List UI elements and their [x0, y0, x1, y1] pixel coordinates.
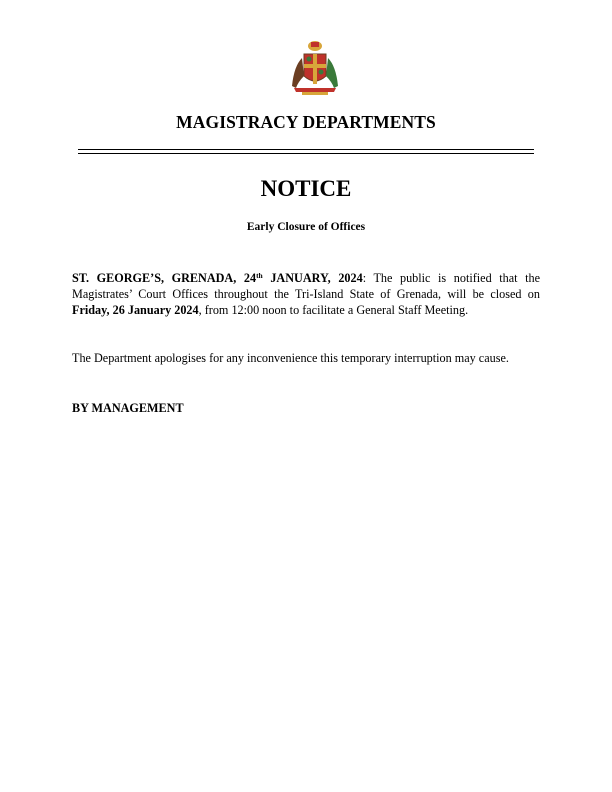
closure-date: Friday, 26 January 2024	[72, 302, 199, 317]
notice-title: NOTICE	[260, 176, 352, 201]
dateline-ordinal: th	[256, 271, 263, 280]
dateline-month-year: JANUARY, 2024	[262, 271, 363, 285]
notice-paragraph-1	[72, 271, 540, 318]
dateline-place: ST. GEORGE’S, GRENADA, 24	[72, 271, 257, 285]
department-heading: MAGISTRACY DEPARTMENTS	[176, 112, 436, 132]
coat-of-arms-icon	[284, 36, 346, 98]
header-rule-bottom	[78, 153, 534, 154]
paragraph-1-text-b: , from 12:00 noon to facilitate a General Staff Meeting.	[198, 302, 469, 317]
paragraph-1-text-a: : The public is notified that the Magistrates’ Court Offices throughout the Tri-Island State of Grenada, will be closed on	[72, 271, 541, 301]
notice-paragraph-2: The Department apologises for any inconvenience this temporary interruption may cause.	[72, 351, 509, 365]
header-rule-top	[78, 149, 534, 150]
notice-subtitle: Early Closure of Offices	[246, 221, 366, 233]
signoff: BY MANAGEMENT	[72, 401, 184, 415]
